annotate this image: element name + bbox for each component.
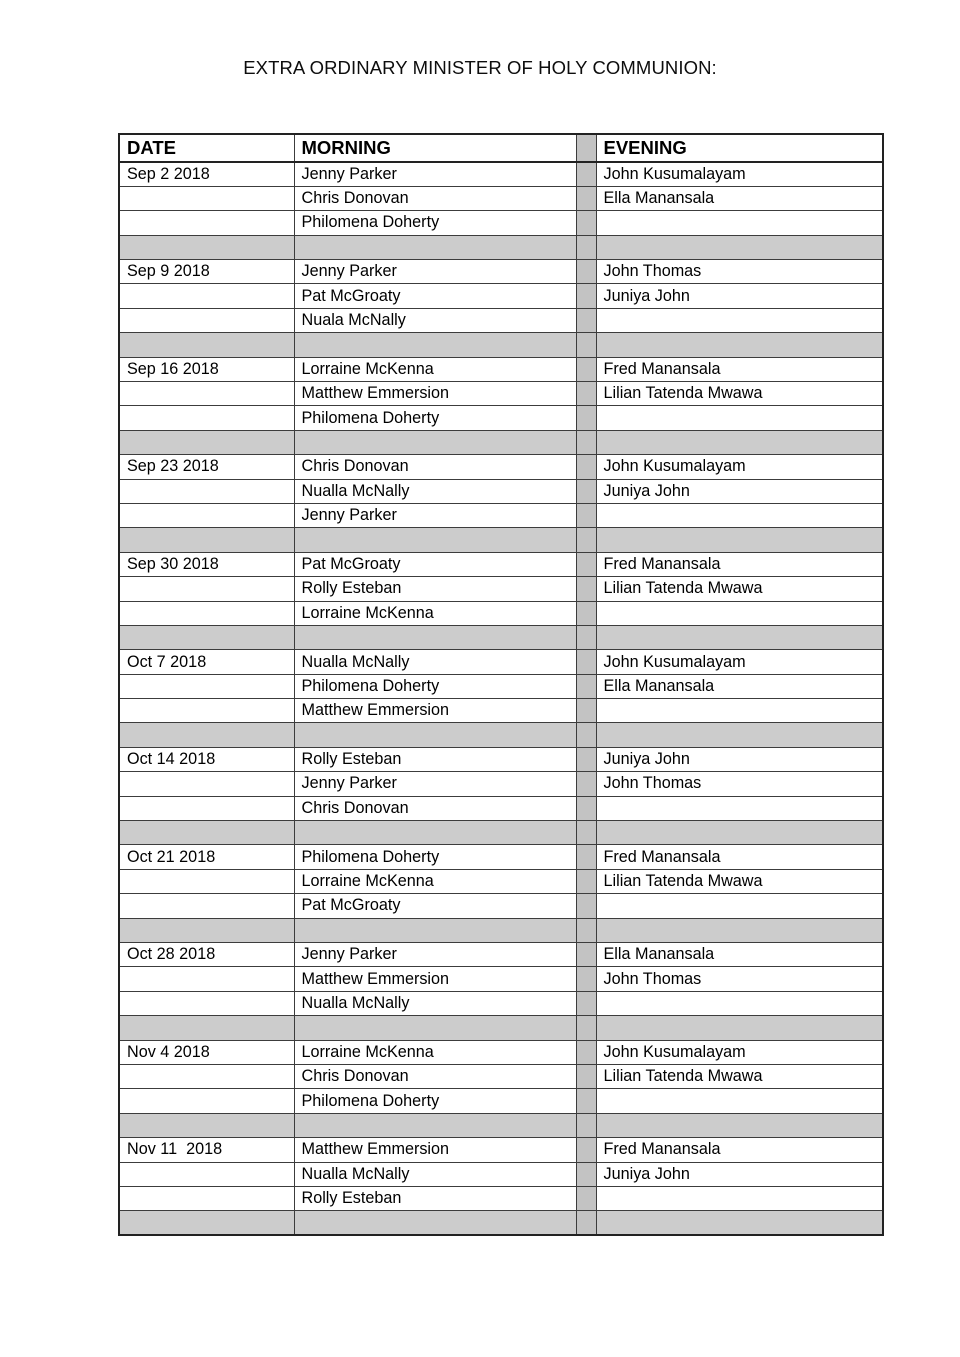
cell-morning: [294, 1113, 576, 1137]
table-row: [119, 601, 883, 625]
cell-spacer: [576, 991, 596, 1015]
table-row: [119, 699, 883, 723]
cell-date: [119, 186, 294, 210]
table-spacer-row: [119, 235, 883, 259]
cell-morning: [294, 821, 576, 845]
table-spacer-row: [119, 1211, 883, 1235]
cell-evening: John Thomas: [596, 260, 883, 284]
cell-spacer: [576, 650, 596, 674]
cell-date: [119, 894, 294, 918]
cell-spacer: [576, 186, 596, 210]
table-row: [119, 406, 883, 430]
cell-morning: Chris Donovan: [294, 1064, 576, 1088]
table-row: [119, 577, 883, 601]
cell-evening: [596, 1089, 883, 1113]
cell-morning: Lorraine McKenna: [294, 869, 576, 893]
cell-evening: Lilian Tatenda Mwawa: [596, 1064, 883, 1088]
cell-date: [119, 382, 294, 406]
cell-spacer: [576, 1113, 596, 1137]
cell-date: Oct 14 2018: [119, 747, 294, 771]
cell-date: [119, 1186, 294, 1210]
header-row: [119, 134, 883, 162]
table-row: [119, 308, 883, 332]
cell-morning: Chris Donovan: [294, 796, 576, 820]
page-title: EXTRA ORDINARY MINISTER OF HOLY COMMUNION:: [243, 57, 717, 78]
cell-date: [119, 796, 294, 820]
table-row: [119, 845, 883, 869]
cell-spacer: [576, 1186, 596, 1210]
table-row: [119, 503, 883, 527]
table-body: [119, 162, 883, 1235]
cell-morning: Jenny Parker: [294, 943, 576, 967]
cell-date: Nov 11 2018: [119, 1138, 294, 1162]
cell-spacer: [576, 577, 596, 601]
cell-date: [119, 577, 294, 601]
table-row: [119, 967, 883, 991]
cell-evening: Juniya John: [596, 479, 883, 503]
cell-morning: Rolly Esteban: [294, 1186, 576, 1210]
cell-evening: Juniya John: [596, 1162, 883, 1186]
table-row: [119, 747, 883, 771]
table-row: [119, 894, 883, 918]
cell-spacer: [576, 1211, 596, 1235]
cell-spacer: [576, 333, 596, 357]
cell-date: Oct 28 2018: [119, 943, 294, 967]
cell-evening: Lilian Tatenda Mwawa: [596, 577, 883, 601]
cell-spacer: [576, 894, 596, 918]
cell-evening: Juniya John: [596, 747, 883, 771]
cell-evening: [596, 308, 883, 332]
cell-date: Sep 2 2018: [119, 162, 294, 186]
cell-spacer: [576, 1138, 596, 1162]
cell-evening: Lilian Tatenda Mwawa: [596, 869, 883, 893]
cell-date: [119, 1162, 294, 1186]
cell-morning: Pat McGroaty: [294, 894, 576, 918]
cell-morning: [294, 235, 576, 259]
table-row: [119, 479, 883, 503]
cell-morning: Rolly Esteban: [294, 577, 576, 601]
cell-spacer: [576, 772, 596, 796]
cell-date: [119, 430, 294, 454]
cell-date: [119, 503, 294, 527]
cell-morning: Jenny Parker: [294, 162, 576, 186]
cell-morning: [294, 333, 576, 357]
cell-date: [119, 479, 294, 503]
cell-date: [119, 625, 294, 649]
cell-date: [119, 528, 294, 552]
cell-evening: Lilian Tatenda Mwawa: [596, 382, 883, 406]
cell-spacer: [576, 235, 596, 259]
cell-evening: John Kusumalayam: [596, 650, 883, 674]
cell-evening: John Kusumalayam: [596, 455, 883, 479]
cell-evening: [596, 1113, 883, 1137]
cell-date: Sep 9 2018: [119, 260, 294, 284]
table-row: [119, 284, 883, 308]
cell-date: Sep 30 2018: [119, 552, 294, 576]
cell-spacer: [576, 308, 596, 332]
cell-spacer: [576, 967, 596, 991]
cell-morning: Matthew Emmersion: [294, 967, 576, 991]
cell-morning: Chris Donovan: [294, 186, 576, 210]
cell-evening: [596, 333, 883, 357]
cell-spacer: [576, 211, 596, 235]
table-spacer-row: [119, 1016, 883, 1040]
cell-date: [119, 406, 294, 430]
cell-morning: Lorraine McKenna: [294, 1040, 576, 1064]
cell-date: [119, 699, 294, 723]
table-row: [119, 1138, 883, 1162]
cell-date: [119, 601, 294, 625]
cell-spacer: [576, 723, 596, 747]
cell-evening: Ella Manansala: [596, 943, 883, 967]
cell-spacer: [576, 674, 596, 698]
cell-evening: [596, 625, 883, 649]
cell-morning: Philomena Doherty: [294, 406, 576, 430]
cell-spacer: [576, 699, 596, 723]
cell-evening: [596, 991, 883, 1015]
cell-spacer: [576, 284, 596, 308]
column-header-spacer: [576, 134, 596, 162]
cell-evening: [596, 796, 883, 820]
cell-spacer: [576, 1064, 596, 1088]
cell-morning: Nualla McNally: [294, 991, 576, 1015]
cell-morning: Matthew Emmersion: [294, 1138, 576, 1162]
cell-evening: Fred Manansala: [596, 845, 883, 869]
table-row: [119, 382, 883, 406]
cell-spacer: [576, 943, 596, 967]
column-header-morning: MORNING: [294, 134, 576, 162]
table-spacer-row: [119, 430, 883, 454]
table-row: [119, 772, 883, 796]
cell-evening: [596, 211, 883, 235]
cell-evening: Fred Manansala: [596, 552, 883, 576]
cell-date: [119, 1016, 294, 1040]
cell-morning: [294, 918, 576, 942]
table-spacer-row: [119, 528, 883, 552]
cell-morning: Philomena Doherty: [294, 845, 576, 869]
cell-spacer: [576, 869, 596, 893]
cell-morning: Jenny Parker: [294, 260, 576, 284]
cell-date: [119, 284, 294, 308]
cell-morning: Rolly Esteban: [294, 747, 576, 771]
cell-spacer: [576, 479, 596, 503]
table-row: [119, 162, 883, 186]
cell-date: [119, 211, 294, 235]
cell-spacer: [576, 455, 596, 479]
cell-evening: [596, 503, 883, 527]
table-spacer-row: [119, 918, 883, 942]
column-header-date: DATE: [119, 134, 294, 162]
communion-roster-table: [118, 133, 884, 1236]
table-row: [119, 1186, 883, 1210]
cell-spacer: [576, 1040, 596, 1064]
cell-date: [119, 967, 294, 991]
cell-morning: [294, 723, 576, 747]
cell-evening: John Thomas: [596, 772, 883, 796]
cell-morning: [294, 528, 576, 552]
cell-morning: [294, 1016, 576, 1040]
cell-evening: [596, 1016, 883, 1040]
cell-date: Oct 7 2018: [119, 650, 294, 674]
cell-evening: [596, 723, 883, 747]
cell-evening: John Kusumalayam: [596, 162, 883, 186]
cell-spacer: [576, 1016, 596, 1040]
cell-evening: John Thomas: [596, 967, 883, 991]
table-row: [119, 1162, 883, 1186]
cell-evening: Fred Manansala: [596, 357, 883, 381]
cell-morning: Nuala McNally: [294, 308, 576, 332]
cell-date: [119, 723, 294, 747]
cell-spacer: [576, 430, 596, 454]
cell-morning: Nualla McNally: [294, 1162, 576, 1186]
table-spacer-row: [119, 723, 883, 747]
cell-morning: [294, 625, 576, 649]
cell-morning: Jenny Parker: [294, 503, 576, 527]
cell-morning: Lorraine McKenna: [294, 601, 576, 625]
cell-morning: Chris Donovan: [294, 455, 576, 479]
cell-morning: [294, 1211, 576, 1235]
cell-morning: Lorraine McKenna: [294, 357, 576, 381]
cell-date: Nov 4 2018: [119, 1040, 294, 1064]
cell-spacer: [576, 918, 596, 942]
cell-evening: [596, 406, 883, 430]
cell-spacer: [576, 552, 596, 576]
cell-evening: [596, 699, 883, 723]
cell-spacer: [576, 503, 596, 527]
cell-date: [119, 308, 294, 332]
cell-evening: [596, 528, 883, 552]
cell-spacer: [576, 1089, 596, 1113]
cell-spacer: [576, 747, 596, 771]
table-row: [119, 943, 883, 967]
table-row: [119, 869, 883, 893]
cell-morning: Matthew Emmersion: [294, 699, 576, 723]
cell-evening: [596, 894, 883, 918]
cell-date: [119, 1089, 294, 1113]
cell-date: [119, 235, 294, 259]
table-row: [119, 650, 883, 674]
cell-morning: Pat McGroaty: [294, 552, 576, 576]
cell-evening: [596, 918, 883, 942]
cell-evening: Fred Manansala: [596, 1138, 883, 1162]
cell-morning: [294, 430, 576, 454]
cell-date: [119, 869, 294, 893]
cell-date: Sep 23 2018: [119, 455, 294, 479]
cell-evening: [596, 235, 883, 259]
cell-spacer: [576, 528, 596, 552]
cell-morning: Matthew Emmersion: [294, 382, 576, 406]
cell-spacer: [576, 625, 596, 649]
table-row: [119, 260, 883, 284]
table-row: [119, 991, 883, 1015]
cell-evening: [596, 430, 883, 454]
cell-morning: Philomena Doherty: [294, 1089, 576, 1113]
table-row: [119, 357, 883, 381]
cell-morning: Nualla McNally: [294, 650, 576, 674]
table-spacer-row: [119, 333, 883, 357]
table-row: [119, 1089, 883, 1113]
cell-date: [119, 918, 294, 942]
cell-date: [119, 821, 294, 845]
table-row: [119, 552, 883, 576]
cell-spacer: [576, 796, 596, 820]
table-row: [119, 1040, 883, 1064]
table-row: [119, 674, 883, 698]
cell-date: Oct 21 2018: [119, 845, 294, 869]
cell-evening: Juniya John: [596, 284, 883, 308]
cell-date: [119, 674, 294, 698]
cell-date: [119, 991, 294, 1015]
column-header-evening: EVENING: [596, 134, 883, 162]
table-row: [119, 796, 883, 820]
cell-spacer: [576, 821, 596, 845]
table-spacer-row: [119, 1113, 883, 1137]
cell-date: [119, 1211, 294, 1235]
cell-spacer: [576, 845, 596, 869]
cell-evening: [596, 601, 883, 625]
cell-morning: Philomena Doherty: [294, 674, 576, 698]
table-row: [119, 186, 883, 210]
cell-evening: [596, 821, 883, 845]
table-spacer-row: [119, 625, 883, 649]
cell-morning: Pat McGroaty: [294, 284, 576, 308]
cell-spacer: [576, 601, 596, 625]
cell-spacer: [576, 357, 596, 381]
cell-spacer: [576, 1162, 596, 1186]
cell-evening: [596, 1211, 883, 1235]
cell-evening: Ella Manansala: [596, 674, 883, 698]
cell-evening: Ella Manansala: [596, 186, 883, 210]
table-row: [119, 455, 883, 479]
table-row: [119, 1064, 883, 1088]
cell-spacer: [576, 162, 596, 186]
cell-morning: Jenny Parker: [294, 772, 576, 796]
cell-morning: Philomena Doherty: [294, 211, 576, 235]
table-row: [119, 211, 883, 235]
cell-date: [119, 1113, 294, 1137]
cell-date: [119, 333, 294, 357]
table-header: [119, 134, 883, 162]
cell-morning: Nualla McNally: [294, 479, 576, 503]
table-spacer-row: [119, 821, 883, 845]
cell-date: [119, 1064, 294, 1088]
cell-spacer: [576, 260, 596, 284]
cell-spacer: [576, 382, 596, 406]
cell-date: Sep 16 2018: [119, 357, 294, 381]
cell-date: [119, 772, 294, 796]
cell-evening: [596, 1186, 883, 1210]
cell-spacer: [576, 406, 596, 430]
cell-evening: John Kusumalayam: [596, 1040, 883, 1064]
